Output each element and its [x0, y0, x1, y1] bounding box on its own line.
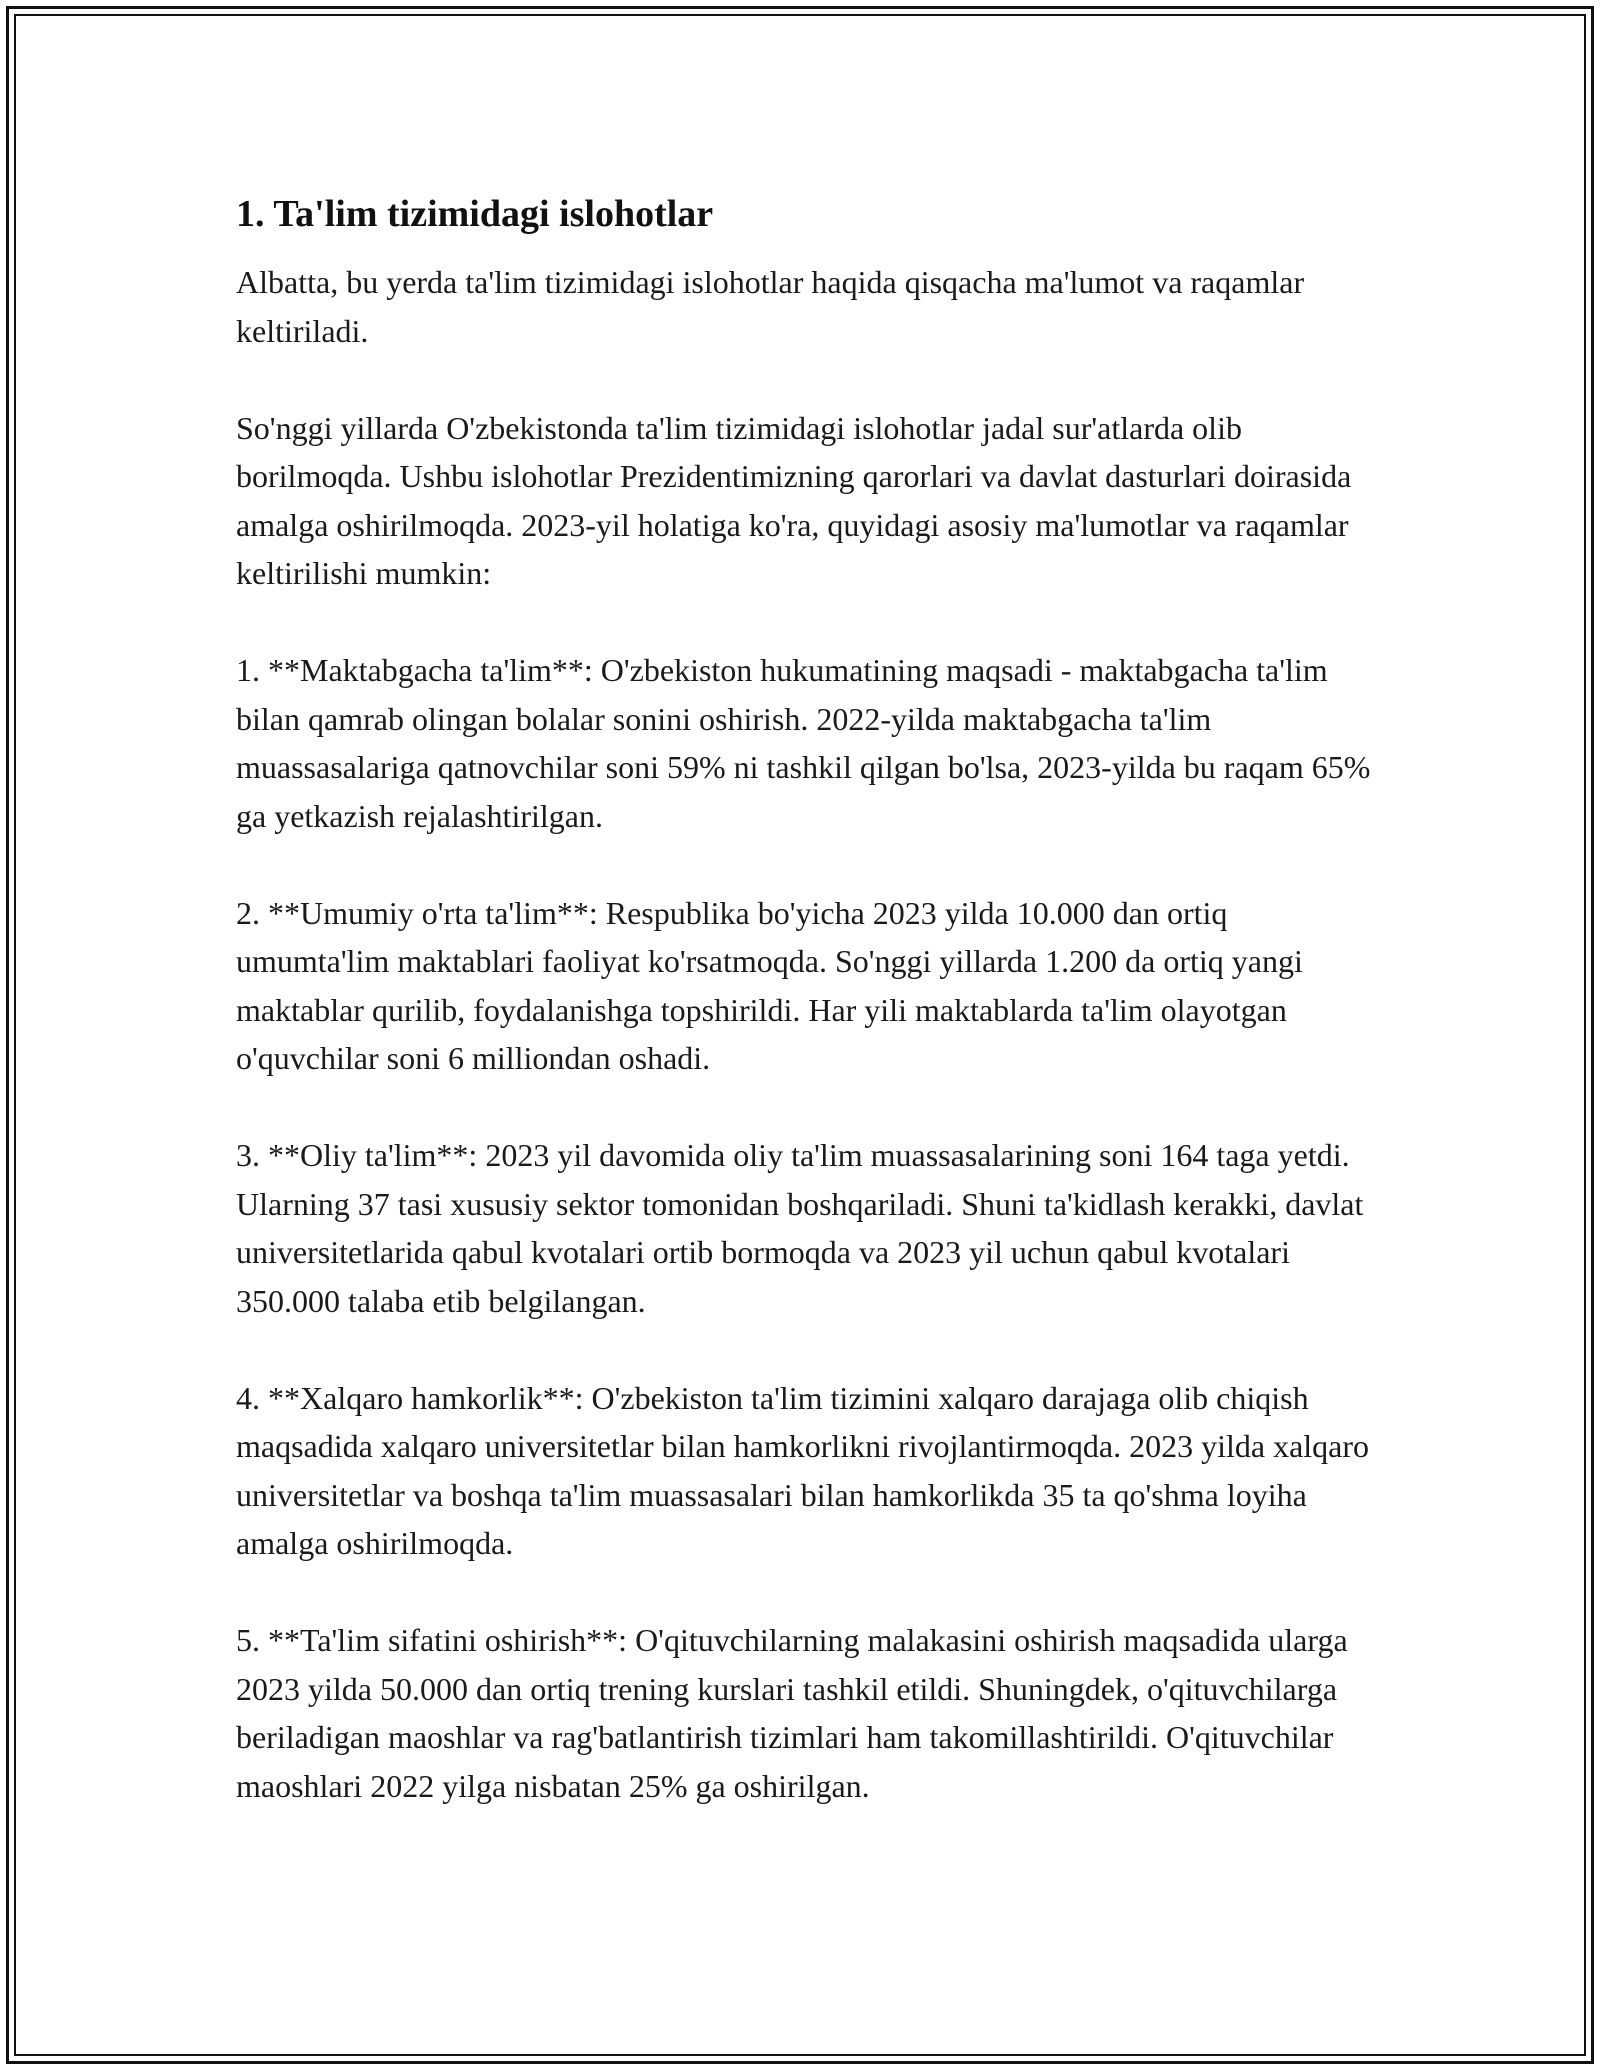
item-general-secondary-paragraph: 2. **Umumiy o'rta ta'lim**: Respublika bo'yicha 2023 yilda 10.000 dan ortiq umumta'lim maktablari faoliyat ko'rsatmoqda. So'nggi yillarda 1.200 da ortiq yangi maktablar qurilib, foydalanishga topshirildi. Har yili maktablarda ta'lim olayotgan o'quvchilar soni 6 milliondan oshadi.: [236, 894, 1303, 1076]
intro-paragraph: Albatta, bu yerda ta'lim tizimidagi islohotlar haqida qisqacha ma'lumot va raqamlar keltiriladi.: [236, 264, 1305, 349]
item-higher-education-paragraph: 3. **Oliy ta'lim**: 2023 yil davomida oliy ta'lim muassasalarining soni 164 taga yetdi. Ularning 37 tasi xususiy sektor tomonidan boshqariladi. Shuni ta'kidlash kerakki, davlat universitetlarida qabul kvotalari ortib bormoqda va 2023 yil uchun qabul kvotalari 350.000 talaba etib belgilangan.: [236, 1137, 1364, 1319]
item-international-cooperation-paragraph: 4. **Xalqaro hamkorlik**: O'zbekiston ta'lim tizimini xalqaro darajaga olib chiqish maqsadida xalqaro universitetlar bilan hamkorlikni rivojlantirmoqda. 2023 yilda xalqaro universitetlar va boshqa ta'lim muassasalari bilan hamkorlikda 35 ta qo'shma loyiha amalga oshirilmoqda.: [236, 1379, 1370, 1561]
overview-paragraph: So'nggi yillarda O'zbekistonda ta'lim tizimidagi islohotlar jadal sur'atlarda olib borilmoqda. Ushbu islohotlar Prezidentimizning qarorlari va davlat dasturlari doirasida amalga oshirilmoqda. 2023-yil holatiga ko'ra, quyidagi asosiy ma'lumotlar va raqamlar keltirilishi mumkin:: [236, 409, 1352, 591]
item-preschool-paragraph: 1. **Maktabgacha ta'lim**: O'zbekiston hukumatining maqsadi - maktabgacha ta'lim bilan qamrab olingan bolalar sonini oshirish. 2022-yilda maktabgacha ta'lim muassasalariga qatnovchilar soni 59% ni tashkil qilgan bo'lsa, 2023-yilda bu raqam 65% ga yetkazish rejalashtirilgan.: [236, 652, 1371, 834]
document-body: [236, 188, 1376, 1859]
page-title: 1. Ta'lim tizimidagi islohotlar: [236, 193, 714, 235]
item-education-quality-paragraph: 5. **Ta'lim sifatini oshirish**: O'qituvchilarning malakasini oshirish maqsadida ularga 2023 yilda 50.000 dan ortiq trening kurslari tashkil etildi. Shuningdek, o'qituvchilarga beriladigan maoshlar va rag'batlantirish tizimlari ham takomillashtirildi. O'qituvchilar maoshlari 2022 yilga nisbatan 25% ga oshirilgan.: [236, 1622, 1348, 1804]
